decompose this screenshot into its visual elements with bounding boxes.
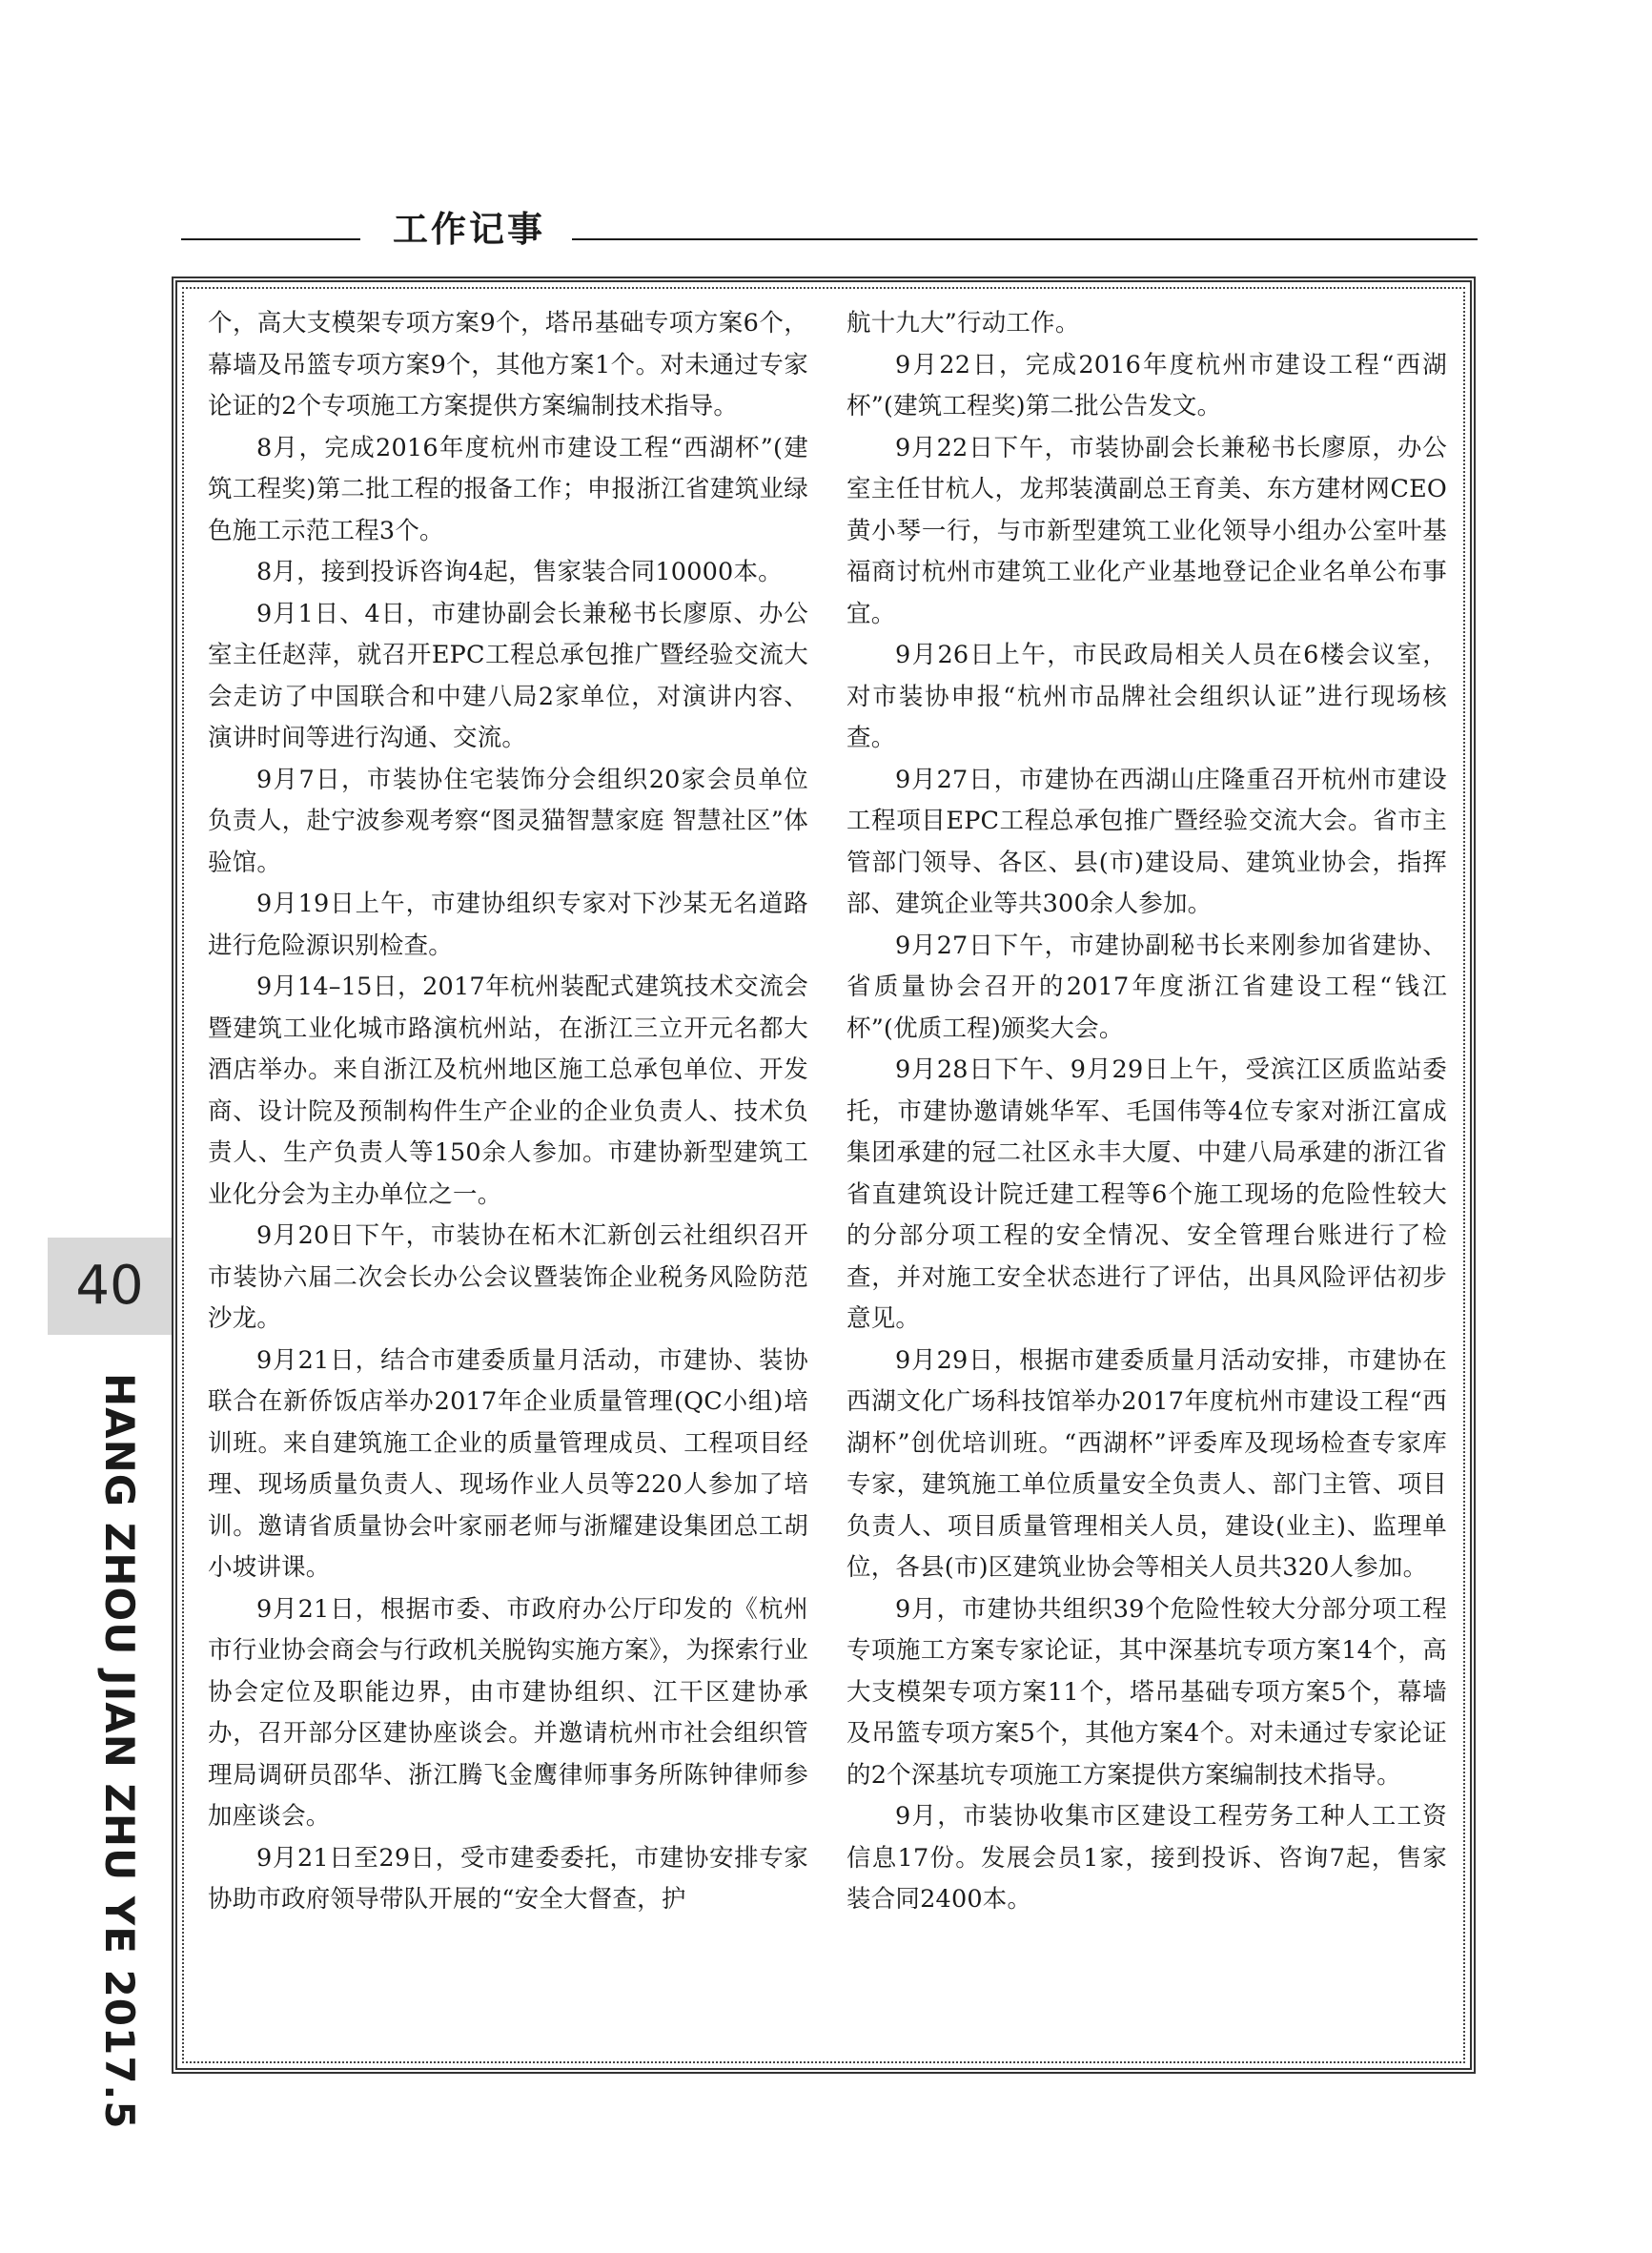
- header-rule-left: [181, 238, 360, 240]
- header-rule-right: [572, 238, 1478, 240]
- paragraph: 8月，完成2016年度杭州市建设工程“西湖杯”(建筑工程奖)第二批工程的报备工作；申报浙江省建筑业绿色施工示范工程3个。: [208, 433, 808, 545]
- paragraph: 9月14–15日，2017年杭州装配式建筑技术交流会暨建筑工业化城市路演杭州站，在浙江三立开元名都大酒店举办。来自浙江及杭州地区施工总承包单位、开发商、设计院及预制构件生产企业的企业负责人、技术负责人、生产负责人等150余人参加。市建协新型建筑工业化分会为主办单位之一。: [208, 973, 808, 1209]
- paragraph: 9月27日下午，市建协副秘书长来刚参加省建协、省质量协会召开的2017年度浙江省建设工程“钱江杯”(优质工程)颁奖大会。: [846, 931, 1447, 1043]
- paragraph: 9月27日，市建协在西湖山庄隆重召开杭州市建设工程项目EPC工程总承包推广暨经验交流大会。省市主管部门领导、各区、县(市)建设局、建筑业协会，指挥部、建筑企业等共300余人参加。: [846, 765, 1447, 918]
- paragraph: 9月22日，完成2016年度杭州市建设工程“西湖杯”(建筑工程奖)第二批公告发文。: [846, 350, 1447, 420]
- paragraph: 9月，市建协共组织39个危险性较大分部分项工程专项施工方案专家论证，其中深基坑专项方案14个，高大支模架专项方案11个，塔吊基础专项方案5个，幕墙及吊篮专项方案5个，其他方案4个。对未通过专家论证的2个深基坑专项施工方案提供方案编制技术指导。: [846, 1594, 1447, 1790]
- paragraph: 9月21日，根据市委、市政府办公厅印发的《杭州市行业协会商会与行政机关脱钩实施方案》，为探索行业协会定位及职能边界，由市建协组织、江干区建协承办，召开部分区建协座谈会。并邀请杭州市社会组织管理局调研员邵华、浙江腾飞金鹰律师事务所陈钟律师参加座谈会。: [208, 1594, 808, 1831]
- paragraph: 9月26日上午，市民政局相关人员在6楼会议室，对市装协申报“杭州市品牌社会组织认证”进行现场核查。: [846, 641, 1447, 752]
- paragraph: 9月21日至29日，受市建委委托，市建协安排专家协助市政府领导带队开展的“安全大督查，护: [208, 1843, 808, 1914]
- page-number: 40: [48, 1238, 172, 1335]
- left-column: [208, 303, 808, 1921]
- paragraph: 9月1日、4日，市建协副会长兼秘书长廖原、办公室主任赵萍，就召开EPC工程总承包推广暨经验交流大会走访了中国联合和中建八局2家单位，对演讲内容、演讲时间等进行沟通、交流。: [208, 599, 808, 752]
- journal-mark: HANG ZHOU JIAN ZHU YE 2017.5: [96, 1373, 143, 2130]
- paragraph: 航十九大”行动工作。: [846, 309, 1080, 338]
- paragraph: 9月29日，根据市建委质量月活动安排，市建协在西湖文化广场科技馆举办2017年度杭州市建设工程“西湖杯”创优培训班。“西湖杯”评委库及现场检查专家库专家，建筑施工单位质量安全负责人、部门主管、项目负责人、项目质量管理相关人员，建设(业主)、监理单位，各县(市)区建筑业协会等相关人员共320人参加。: [846, 1345, 1447, 1582]
- paragraph: 9月21日，结合市建委质量月活动，市建协、装协联合在新侨饭店举办2017年企业质量管理(QC小组)培训班。来自建筑施工企业的质量管理成员、工程项目经理、现场质量负责人、现场作业人员等220人参加了培训。邀请省质量协会叶家丽老师与浙耀建设集团总工胡小坡讲课。: [208, 1345, 808, 1582]
- paragraph: 9月，市装协收集市区建设工程劳务工种人工工资信息17份。发展会员1家，接到投诉、咨询7起，售家装合同2400本。: [846, 1802, 1447, 1914]
- paragraph: 9月19日上午，市建协组织专家对下沙某无名道路进行危险源识别检查。: [208, 890, 808, 960]
- paragraph: 9月7日，市装协住宅装饰分会组织20家会员单位负责人，赴宁波参观考察“图灵猫智慧家庭 智慧社区”体验馆。: [208, 765, 808, 877]
- paragraph: 8月，接到投诉咨询4起，售家装合同10000本。: [256, 558, 783, 586]
- paragraph: 9月22日下午，市装协副会长兼秘书长廖原，办公室主任甘杭人，龙邦装潢副总王育美、东方建材网CEO黄小琴一行，与市新型建筑工业化领导小组办公室叶基福商讨杭州市建筑工业化产业基地登记企业名单公布事宜。: [846, 433, 1447, 628]
- paragraph: 个，高大支模架专项方案9个，塔吊基础专项方案6个，幕墙及吊篮专项方案9个，其他方案1个。对未通过专家论证的2个专项施工方案提供方案编制技术指导。: [208, 309, 808, 420]
- right-column: [846, 303, 1447, 1921]
- section-title: 工作记事: [393, 209, 545, 250]
- paragraph: 9月20日下午，市装协在柘木汇新创云社组织召开市装协六届二次会长办公会议暨装饰企业税务风险防范沙龙。: [208, 1221, 808, 1333]
- paragraph: 9月28日下午、9月29日上午，受滨江区质监站委托，市建协邀请姚华军、毛国伟等4位专家对浙江富成集团承建的冠二社区永丰大厦、中建八局承建的浙江省省直建筑设计院迁建工程等6个施工现场的危险性较大的分部分项工程的安全情况、安全管理台账进行了检查，并对施工安全状态进行了评估，出具风险评估初步意见。: [846, 1055, 1447, 1333]
- page-header: [181, 195, 1478, 253]
